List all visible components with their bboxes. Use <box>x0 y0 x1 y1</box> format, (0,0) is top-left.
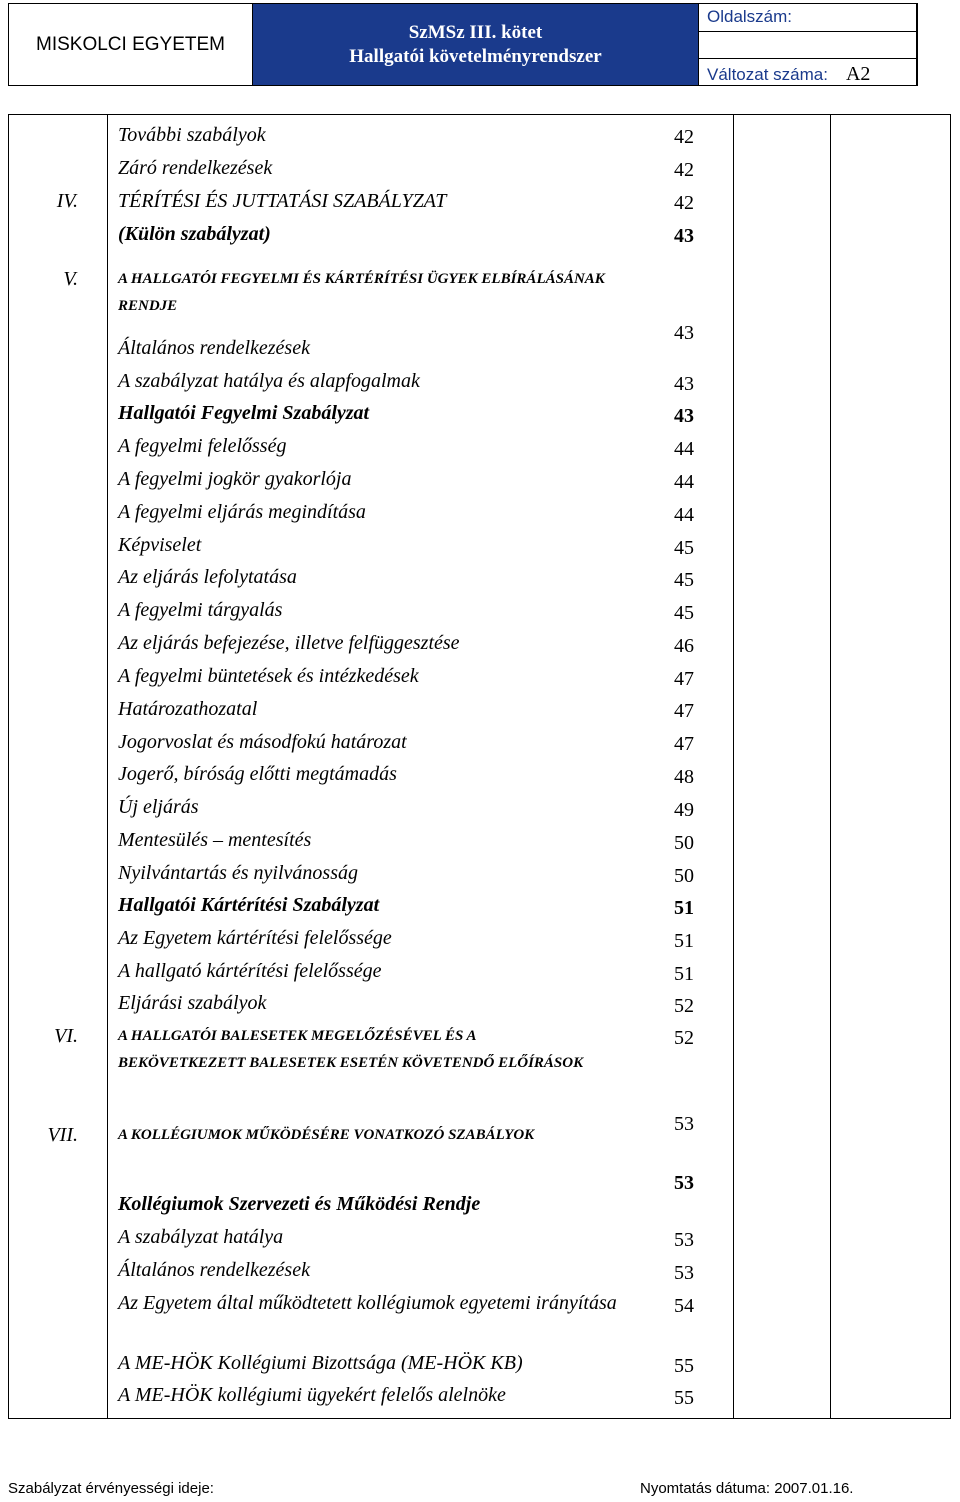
version-value: A2 <box>845 63 871 85</box>
toc-entry-page: 43 <box>674 405 694 427</box>
toc-entry-title: A szabályzat hatálya és alapfogalmak <box>118 370 420 392</box>
toc-entry-title: A HALLGATÓI FEGYELMI ÉS KÁRTÉRÍTÉSI ÜGYEK ELBÍRÁLÁSÁNAK RENDJE <box>118 271 605 314</box>
toc-entry-title: A ME-HÖK Kollégiumi Bizottsága (ME-HÖK KB) <box>118 1352 523 1374</box>
toc-entry-title: A fegyelmi eljárás megindítása <box>118 501 366 523</box>
toc-entry-title: A fegyelmi jogkör gyakorlója <box>118 468 352 490</box>
toc-entry-title: A ME-HÖK kollégiumi ügyekért felelős alelnöke <box>118 1384 506 1406</box>
document-header <box>8 3 918 86</box>
toc-entry-page: 44 <box>674 504 694 526</box>
toc-entry-title: Mentesülés – mentesítés <box>118 829 312 851</box>
toc-entry-page: 55 <box>674 1355 694 1377</box>
toc-entry-title: A KOLLÉGIUMOK MŰKÖDÉSÉRE VONATKOZÓ SZABÁLYOK <box>118 1127 535 1143</box>
toc-entry-page: 53 <box>674 1262 694 1284</box>
toc-entry-title: Határozathozatal <box>118 698 258 720</box>
toc-entry-title: (Külön szabályzat) <box>118 223 271 245</box>
toc-entry-page: 53 <box>674 1172 694 1194</box>
print-date: Nyomtatás dátuma: 2007.01.16. <box>640 1480 854 1497</box>
toc-entry-title: A hallgató kártérítési felelőssége <box>118 960 382 982</box>
toc-entry-title: A fegyelmi büntetések és intézkedések <box>118 665 419 687</box>
toc-entry-page: 45 <box>674 569 694 591</box>
toc-entry-number: VI. <box>54 1025 78 1047</box>
toc-entry-number: IV. <box>56 190 78 212</box>
toc-entry-title: Jogorvoslat és másodfokú határozat <box>118 731 407 753</box>
toc-entry-page: 52 <box>674 1027 694 1049</box>
toc-entry-title: Új eljárás <box>118 796 199 818</box>
toc-entry-page: 54 <box>674 1295 694 1317</box>
toc-entry-page: 47 <box>674 733 694 755</box>
toc-entry-page: 49 <box>674 799 694 821</box>
column-divider <box>107 114 108 1419</box>
toc-entry-title: A fegyelmi tárgyalás <box>118 599 283 621</box>
toc-entry-page: 44 <box>674 438 694 460</box>
toc-entry-title: A fegyelmi felelősség <box>118 435 287 457</box>
toc-entry-page: 55 <box>674 1387 694 1409</box>
toc-entry-title: A HALLGATÓI BALESETEK MEGELŐZÉSÉVEL ÉS A BEKÖVETKEZETT BALESETEK ESETÉN KÖVETENDŐ ELŐÍRÁSOK <box>118 1028 584 1071</box>
toc-entry-title: Eljárási szabályok <box>118 992 267 1014</box>
toc-entry-page: 53 <box>674 1113 694 1135</box>
title-cell <box>253 4 699 85</box>
university-name: MISKOLCI EGYETEM <box>36 33 225 55</box>
toc-entry-title: TÉRÍTÉSI ÉS JUTTATÁSI SZABÁLYZAT <box>118 190 447 212</box>
toc-entry-title: Az Egyetem kártérítési felelőssége <box>118 927 392 949</box>
toc-entry-page: 42 <box>674 192 694 214</box>
toc-entry-page: 51 <box>674 930 694 952</box>
toc-entry-title: Az eljárás lefolytatása <box>118 566 297 588</box>
toc-entry-title: Kollégiumok Szervezeti és Működési Rendje <box>118 1193 481 1215</box>
title-line-1: SzMSz III. kötet <box>408 21 543 43</box>
toc-entry-number: V. <box>63 268 78 290</box>
toc-entry-page: 43 <box>674 322 694 344</box>
toc-entry-page: 50 <box>674 865 694 887</box>
toc-entry-title: Jogerő, bíróság előtti megtámadás <box>118 763 397 785</box>
title-line-2: Hallgatói követelményrendszer <box>349 45 602 67</box>
toc-entry-page: 47 <box>674 668 694 690</box>
toc-entry-page: 53 <box>674 1229 694 1251</box>
version-row <box>699 59 916 87</box>
toc-entry-number: VII. <box>47 1124 78 1146</box>
toc-entry-title: Általános rendelkezések <box>118 337 310 359</box>
toc-entry-page: 42 <box>674 159 694 181</box>
toc-entry-title: További szabályok <box>118 124 266 146</box>
toc-entry-title: Nyilvántartás és nyilvánosság <box>118 862 358 884</box>
toc-entry-title: Képviselet <box>118 534 202 556</box>
meta-blank-row <box>699 32 916 59</box>
toc-entry-title: Az eljárás befejezése, illetve felfüggesztése <box>118 632 460 654</box>
toc-entry-page: 50 <box>674 832 694 854</box>
toc-entry-page: 48 <box>674 766 694 788</box>
toc-entry-page: 44 <box>674 471 694 493</box>
toc-entry-title: A szabályzat hatálya <box>118 1226 284 1248</box>
toc-entry-page: 43 <box>674 373 694 395</box>
toc-entry-title: Hallgatói Kártérítési Szabályzat <box>118 894 380 916</box>
validity-label: Szabályzat érvényességi ideje: <box>8 1480 214 1497</box>
toc-entry-page: 45 <box>674 602 694 624</box>
toc-entry-title: Általános rendelkezések <box>118 1259 310 1281</box>
toc-entry-page: 43 <box>674 225 694 247</box>
toc-entry-page: 51 <box>674 963 694 985</box>
toc-entry-page: 47 <box>674 700 694 722</box>
toc-entry-page: 42 <box>674 126 694 148</box>
toc-entry-page: 45 <box>674 537 694 559</box>
university-cell <box>9 4 253 85</box>
toc-entry-title: Záró rendelkezések <box>118 157 273 179</box>
toc-entry-page: 51 <box>674 897 694 919</box>
toc-entry-title: Hallgatói Fegyelmi Szabályzat <box>118 402 370 424</box>
toc-entry-title: Az Egyetem által működtetett kollégiumok egyetemi irányítása <box>118 1292 617 1314</box>
version-label: Változat száma: <box>707 65 828 84</box>
page-number-label: Oldalszám: <box>699 4 916 32</box>
column-divider <box>830 114 831 1419</box>
column-divider <box>733 114 734 1419</box>
meta-cell <box>699 4 917 85</box>
toc-entry-page: 46 <box>674 635 694 657</box>
toc-entry-page: 52 <box>674 995 694 1017</box>
